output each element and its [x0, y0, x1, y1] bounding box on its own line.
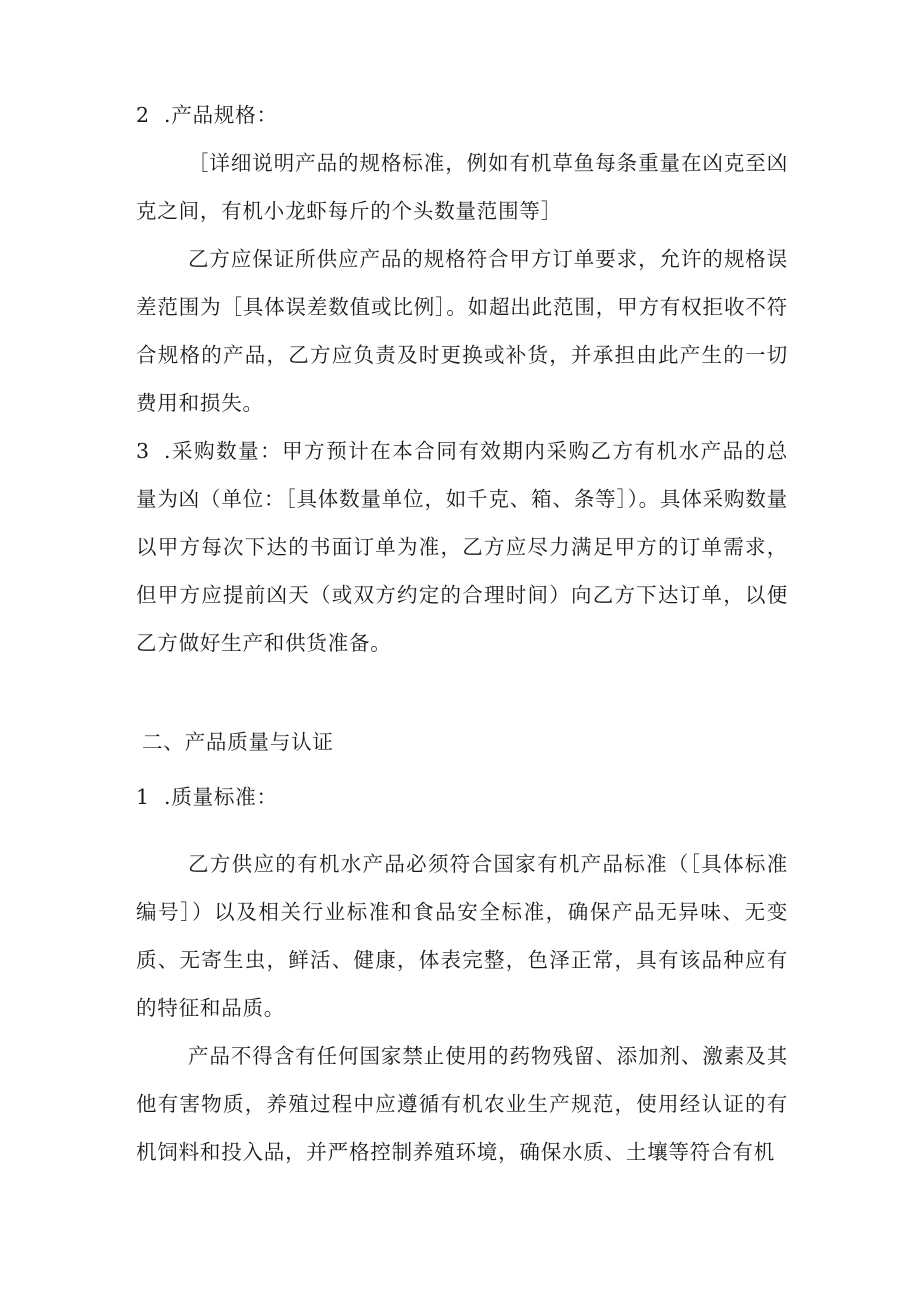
item-text: .产品规格：: [164, 103, 278, 127]
quality-standard-paragraph: 乙方供应的有机水产品必须符合国家有机产品标准（［具体标准编号］）以及相关行业标准和食品安全标准，确保产品无异味、无变质、无寄生虫，鲜活、健康，体表完整，色泽正常，具有该品种应有的特征和品质。: [136, 852, 788, 1020]
item-text: .采购数量：甲方预计在本合同有效期内采购乙方有机水产品的总量为凶（单位：［具体数量单位，如千克、箱、条等］）。具体采购数量以甲方每次下达的书面订单为准，乙方应尽力满足甲方的订单需求，但甲方应提前凶天（或双方约定的合理时间）向乙方下达订单，以便乙方做好生产和供货准备。: [136, 439, 788, 655]
item-text: .质量标准：: [164, 785, 278, 809]
spec-tolerance-paragraph: 乙方应保证所供应产品的规格符合甲方订单要求，允许的规格误差范围为［具体误差数值或比例］。如超出此范围，甲方有权拒收不符合规格的产品，乙方应负责及时更换或补货，并承担由此产生的一切费用和损失。: [136, 247, 788, 415]
section-heading-quality: 二、产品质量与认证: [142, 730, 334, 754]
prohibited-substances-paragraph: 产品不得含有任何国家禁止使用的药物残留、添加剂、激素及其他有害物质，养殖过程中应遵循有机农业生产规范，使用经认证的有机饲料和投入品，并严格控制养殖环境，确保水质、土壤等符合有机: [136, 1044, 788, 1164]
spec-item-heading: [136, 91, 788, 139]
item-number: 3: [136, 439, 150, 463]
item-number: 2: [136, 103, 150, 127]
item-number: 1: [136, 785, 150, 809]
spec-placeholder-paragraph: ［详细说明产品的规格标准，例如有机草鱼每条重量在凶克至凶克之间，有机小龙虾每斤的个头数量范围等］: [136, 151, 788, 223]
quality-standard-heading: [136, 773, 788, 821]
quantity-paragraph: [136, 427, 788, 667]
